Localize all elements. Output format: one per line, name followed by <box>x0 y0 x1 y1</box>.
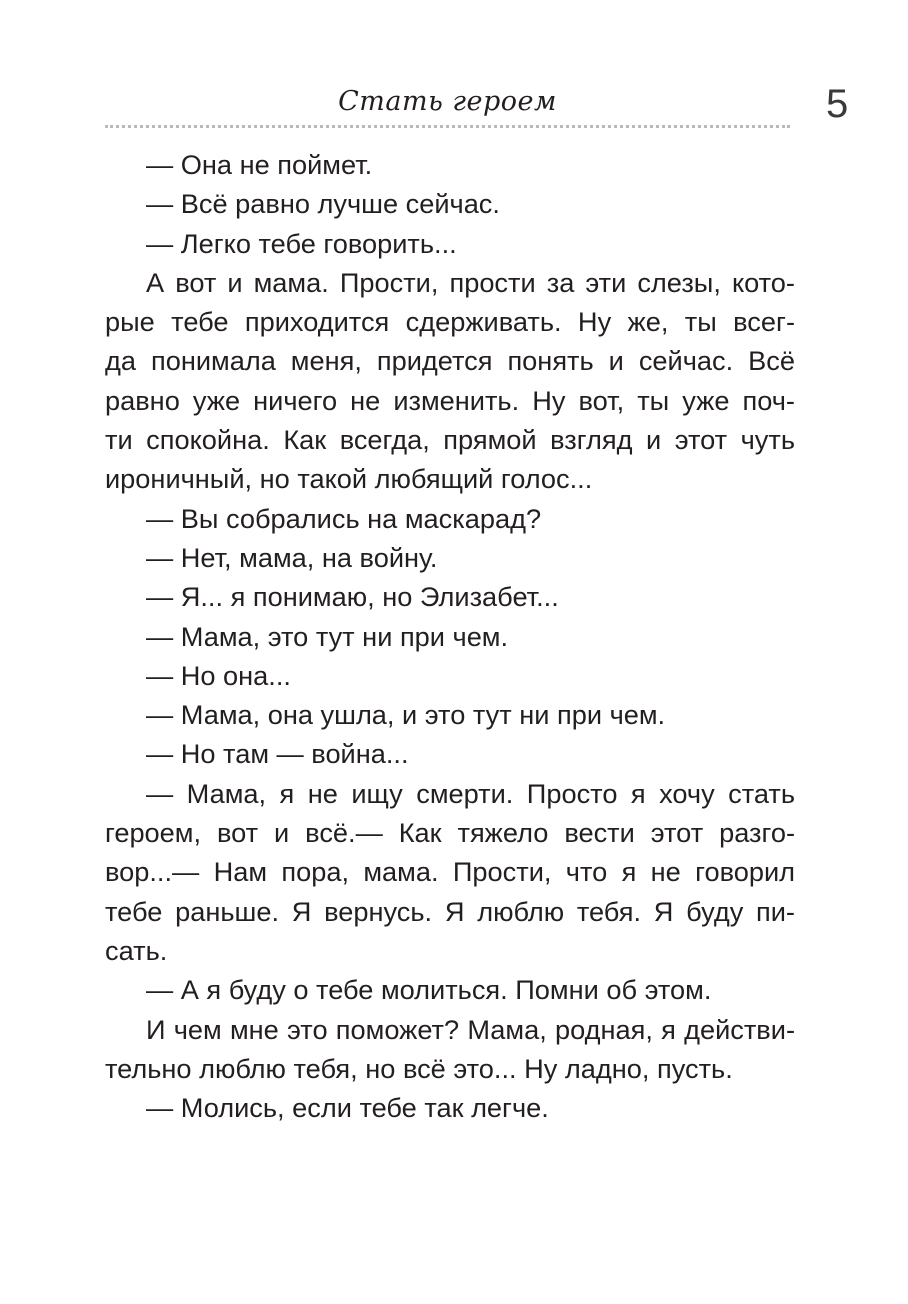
text-line: — Вы собрались на маскарад? <box>146 502 542 534</box>
text-line: вор...— Нам пора, мама. Прости, что я не говорил <box>105 856 795 888</box>
text-line: — А я буду о тебе молиться. Помни об этом. <box>146 974 712 1006</box>
text-line: И чем мне это поможет? Мама, родная, я действи- <box>146 1013 795 1045</box>
text-line: — Всё равно лучше сейчас. <box>146 188 500 220</box>
text-line: — Мама, это тут ни при чем. <box>146 620 509 652</box>
text-line: — Я... я понимаю, но Элизабет... <box>146 581 559 613</box>
body-text <box>105 145 795 1127</box>
running-title: Стать героем <box>338 86 557 117</box>
text-line: героем, вот и всё.— Как тяжело вести этот разго- <box>105 817 795 849</box>
text-line: А вот и мама. Прости, прости за эти слезы, кото- <box>146 266 795 298</box>
text-line: — Нет, мама, на войну. <box>146 541 438 573</box>
text-line: равно уже ничего не изменить. Ну вот, ты уже поч- <box>105 384 795 416</box>
text-line: — Но она... <box>146 659 291 691</box>
text-line: — Молись, если тебе так легче. <box>146 1092 549 1124</box>
text-line: рые тебе приходится сдерживать. Ну же, ты всег- <box>105 306 795 338</box>
text-line: да понимала меня, придется понять и сейчас. Всё <box>105 345 795 377</box>
text-line: — Но там — война... <box>146 738 409 770</box>
text-line: тебе раньше. Я вернусь. Я люблю тебя. Я буду пи- <box>105 895 795 927</box>
page-number: 5 <box>826 82 849 126</box>
text-line: — Она не поймет. <box>146 149 373 180</box>
text-line: — Мама, она ушла, и это тут ни при чем. <box>146 699 666 731</box>
running-header <box>105 78 790 132</box>
text-line: — Мама, я не ищу смерти. Просто я хочу стать <box>146 777 795 809</box>
text-line: ти спокойна. Как всегда, прямой взгляд и этот чуть <box>105 424 795 456</box>
text-line: ироничный, но такой любящий голос... <box>105 463 593 495</box>
text-line: сать. <box>105 934 168 966</box>
text-line: — Легко тебе говорить... <box>146 227 457 259</box>
header-dotted-rule <box>105 125 790 128</box>
text-line: тельно люблю тебя, но всё это... Ну ладно, пусть. <box>105 1052 733 1084</box>
